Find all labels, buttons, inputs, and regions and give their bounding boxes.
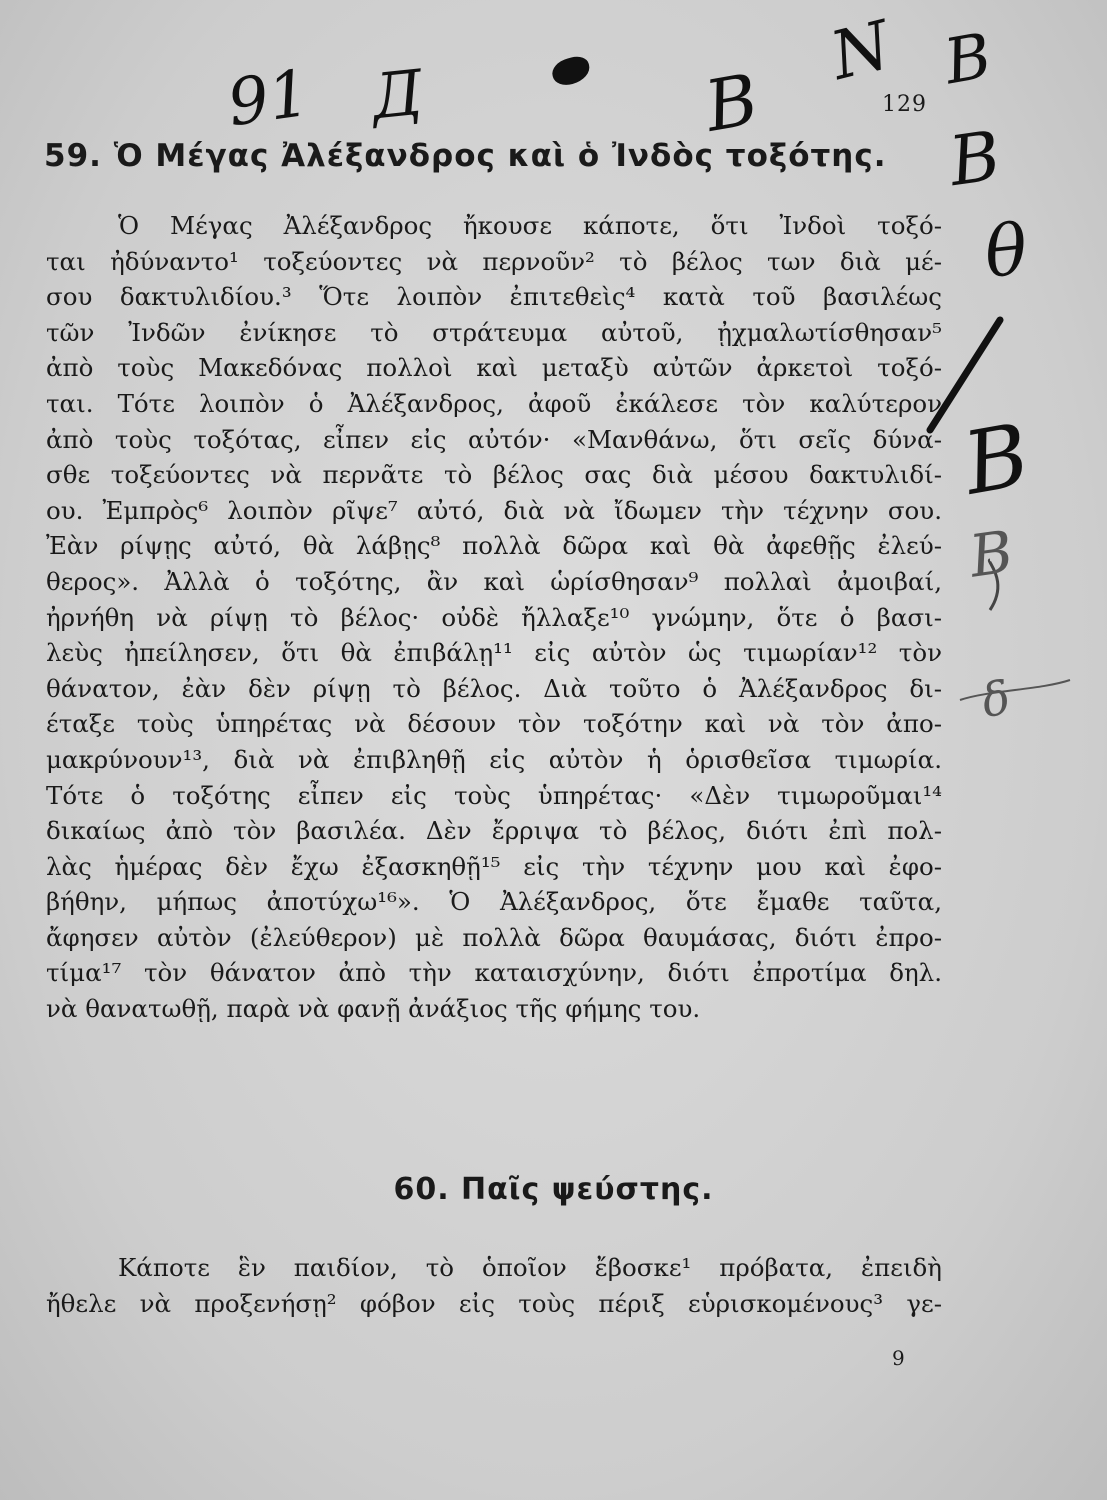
handwritten-mark: B (939, 18, 997, 99)
text-line: Τότε ὁ τοξότης εἶπεν εἰς τοὺς ὑπηρέτας· «Δὲν τιμωροῦμαι¹⁴ (46, 780, 942, 810)
section-heading: 60. Παῖς ψεύστης. (393, 1172, 714, 1207)
handwritten-mark: 91 (223, 56, 315, 142)
ink-blot (549, 54, 592, 89)
text-line: νὰ θανατωθῇ, παρὰ νὰ φανῇ ἀνάξιος τῆς φήμης του. (46, 994, 701, 1024)
handwritten-mark: B (699, 58, 765, 148)
handwritten-mark: B (965, 517, 1018, 591)
text-line: θερος». Ἀλλὰ ὁ τοξότης, ἂν καὶ ὡρίσθησαν⁹ πολλαὶ ἀμοιβαί, (46, 566, 942, 596)
text-line: δικαίως ἀπὸ τὸν βασιλέα. Δὲν ἔρριψα τὸ βέλος, διότι ἐπὶ πολ- (46, 816, 942, 846)
text-line: σθε τοξεύοντες νὰ περνᾶτε τὸ βέλος σας διὰ μέσου δακτυλιδί- (46, 460, 942, 490)
handwritten-mark: δ (976, 669, 1016, 729)
section-body (46, 1250, 942, 1321)
text-line: θάνατον, ἐὰν δὲν ρίψῃ τὸ βέλος. Διὰ τοῦτο ὁ Ἀλέξανδρος δι- (46, 673, 942, 703)
section-body (46, 208, 942, 1027)
page-number: 129 (882, 92, 927, 117)
handwritten-mark: B (956, 405, 1037, 515)
text-line: ἠρνήθη νὰ ρίψῃ τὸ βέλος· οὐδὲ ἤλλαξε¹⁰ γνώμην, ὅτε ὁ βασι- (46, 602, 942, 632)
text-line: Κάποτε ἓν παιδίον, τὸ ὁποῖον ἔβοσκε¹ πρόβατα, ἐπειδὴ (118, 1253, 942, 1282)
text-line: Ὁ Μέγας Ἀλέξανδρος ἤκουσε κάποτε, ὅτι Ἰνδοὶ τοξό- (118, 211, 942, 240)
text-line: λεὺς ἠπείλησεν, ὅτι θὰ ἐπιβάλῃ¹¹ εἰς αὐτὸν ὡς τιμωρίαν¹² τὸν (46, 638, 942, 668)
text-line: Ἐὰν ρίψῃς αὐτό, θὰ λάβῃς⁸ πολλὰ δῶρα καὶ θὰ ἀφεθῇς ἐλεύ- (46, 531, 942, 561)
handwritten-mark: Д (368, 55, 427, 134)
text-line: τῶν Ἰνδῶν ἐνίκησε τὸ στράτευμα αὐτοῦ, ᾐχμαλωτίσθησαν⁵ (46, 317, 942, 347)
text-line: σου δακτυλιδίου.³ Ὅτε λοιπὸν ἐπιτεθεὶς⁴ κατὰ τοῦ βασιλέως (46, 282, 942, 312)
text-line: ου. Ἐμπρὸς⁶ λοιπὸν ρῖψε⁷ αὐτό, διὰ νὰ ἴδωμεν τὴν τέχνην σου. (46, 495, 942, 525)
section-heading: 59. Ὁ Μέγας Ἀλέξανδρος καὶ ὁ Ἰνδὸς τοξότης. (44, 138, 887, 174)
handwritten-mark: θ (980, 208, 1032, 294)
text-line: έταξε τοὺς ὑπηρέτας νὰ δέσουν τὸν τοξότην καὶ νὰ τὸν ἀπο- (46, 709, 942, 739)
text-line: ἤθελε νὰ προξενήσῃ² φόβον εἰς τοὺς πέριξ εὑρισκομένους³ γε- (46, 1288, 942, 1318)
text-line: μακρύνουν¹³, διὰ νὰ ἐπιβληθῇ εἰς αὐτὸν ἡ ὁρισθεῖσα τιμωρία. (46, 744, 942, 774)
text-line: βήθην, μήπως ἀποτύχω¹⁶». Ὁ Ἀλέξανδρος, ὅτε ἔμαθε ταῦτα, (46, 887, 942, 917)
handwritten-mark: N (823, 6, 899, 95)
handwritten-mark: B (944, 116, 1006, 203)
text-line: τίμα¹⁷ τὸν θάνατον ἀπὸ τὴν καταισχύνην, διότι ἐπροτίμα δηλ. (46, 958, 942, 988)
text-line: ἄφησεν αὐτὸν (ἐλεύθερον) μὲ πολλὰ δῶρα θαυμάσας, διότι ἐπρο- (46, 922, 942, 952)
text-line: ται. Τότε λοιπὸν ὁ Ἀλέξανδρος, ἀφοῦ ἐκάλεσε τὸν καλύτερον (46, 388, 942, 418)
text-line: λὰς ἡμέρας δὲν ἔχω ἐξασκηθῇ¹⁵ εἰς τὴν τέχνην μου καὶ ἐφο- (46, 851, 942, 881)
text-line: ται ἠδύναντο¹ τοξεύοντες νὰ περνοῦν² τὸ βέλος των διὰ μέ- (46, 246, 942, 276)
text-line: ἀπὸ τοὺς τοξότας, εἶπεν εἰς αὐτόν· «Μανθάνω, ὅτι σεῖς δύνα- (46, 424, 942, 454)
text-line: ἀπὸ τοὺς Μακεδόνας πολλοὶ καὶ μεταξὺ αὐτῶν ἀρκετοὶ τοξό- (46, 353, 942, 383)
folio-signature: 9 (892, 1346, 905, 1370)
